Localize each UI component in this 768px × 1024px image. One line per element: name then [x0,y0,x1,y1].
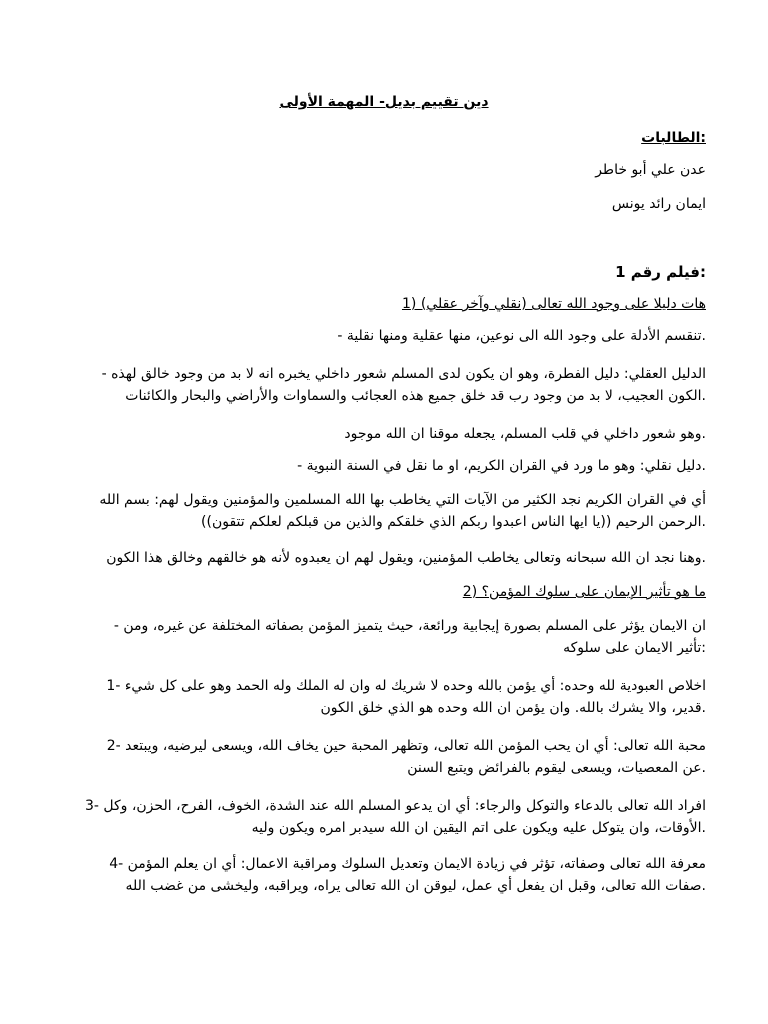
list-item-line: .عن المعصيات، ويسعى ليقوم بالفرائض ويتبع السنن [407,760,706,776]
paragraph-line: .وهنا نجد ان الله سبحانه وتعالى يخاطب المؤمنين، ويقول لهم ان يعبدوه لأنه هو خالقهم وخالق هذا الكون [106,550,706,566]
paragraph-line: :تأثير الايمان على سلوكه [563,640,706,656]
question-2-heading: ما هو تأثير الإيمان على سلوك المؤمن؟ (2 [462,584,706,600]
list-item-line: .قدير، والا يشرك بالله. وان يؤمن ان الله وحده هو الذي خلق الكون [320,700,706,716]
paragraph-line: .دليل نقلي: وهو ما ورد في القران الكريم، او ما نقل في السنة النبوية - [297,458,706,474]
paragraph-line: .تنقسم الأدلة على وجود الله الى نوعين، منها عقلية ومنها نقلية - [337,328,706,344]
list-item-line: محبة الله تعالى: أي ان يحب المؤمن الله تعالى، وتظهر المحبة حين يخاف الله، ويسعى ليرضيه، ويبتعد -2 [106,738,706,754]
students-heading: :الطالبات [641,130,706,146]
document-title: دين تقييم بديل- المهمة الأولى [279,94,489,110]
list-item-line: .الأوقات، وان يتوكل عليه ويكون على اتم اليقين ان الله سيدبر امره ويكون وليه [251,820,706,836]
paragraph-line: .الرحمن الرحيم ((يا ايها الناس اعبدوا ربكم الذي خلقكم والذين من قبلكم لعلكم تتقون)) [201,514,706,530]
paragraph-line: .الكون العجيب، لا بد من وجود رب قد خلق جميع هذه العجائب والسماوات والأراضي والبحار والكائنات [125,388,706,404]
paragraph-line: أي في القران الكريم نجد الكثير من الآيات التي يخاطب بها الله المسلمين والمؤمنين ويقول لهم: بسم الله [99,492,706,508]
film-heading: :فيلم رقم 1 [615,263,706,281]
question-1-heading: هات دليلا على وجود الله تعالى (نقلي وآخر عقلي) (1 [401,296,706,312]
list-item-line: معرفة الله تعالى وصفاته، تؤثر في زيادة الايمان وتعديل السلوك ومراقبة الاعمال: أي ان يعلم المؤمن -4 [109,856,706,872]
paragraph-line: .وهو شعور داخلي في قلب المسلم، يجعله موقنا ان الله موجود [344,426,706,442]
student-name: عدن علي أبو خاطر [595,162,706,178]
paragraph-line: ان الايمان يؤثر على المسلم بصورة إيجابية ورائعة، حيث يتميز المؤمن بصفاته المختلفة عن غيره، ومن - [113,618,706,634]
list-item-line: افراد الله تعالى بالدعاء والتوكل والرجاء: أي ان يدعو المسلم الله عند الشدة، الخوف، الفرح، الحزن، وكل -3 [84,798,706,814]
list-item-line: اخلاص العبودية لله وحده: أي يؤمن بالله وحده لا شريك له وان له الملك وله الحمد وهو على كل شيء -1 [106,678,706,694]
student-name: ايمان رائد يونس [611,196,706,212]
paragraph-line: الدليل العقلي: دليل الفطرة، وهو ان يكون لدى المسلم شعور داخلي يخبره انه لا بد من وجود خالق لهذه - [101,366,706,382]
list-item-line: .صفات الله تعالى، وقبل ان يفعل أي عمل، ليوقن ان الله تعالى يراه، ويراقبه، وليخشى من غضب الله [125,878,706,894]
